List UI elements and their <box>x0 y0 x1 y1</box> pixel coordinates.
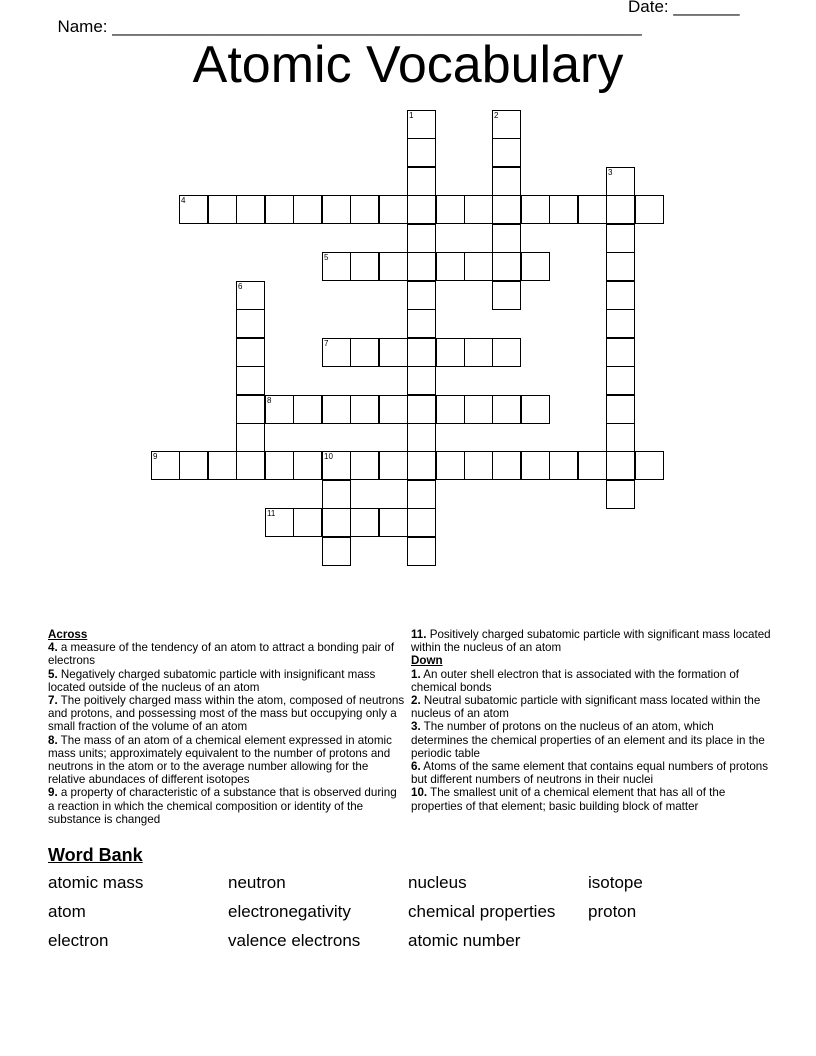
cell-number: 7 <box>324 339 329 348</box>
clue-number: 4. <box>48 641 58 655</box>
crossword-cell[interactable] <box>265 395 294 424</box>
crossword-cell[interactable] <box>379 395 408 424</box>
crossword-cell[interactable] <box>436 451 465 480</box>
crossword-cell[interactable] <box>236 338 265 367</box>
crossword-cell[interactable] <box>606 281 635 310</box>
crossword-cell[interactable] <box>492 281 521 310</box>
cell-number: 1 <box>409 111 414 120</box>
clue-across <box>48 668 406 694</box>
crossword-cell[interactable] <box>322 480 351 509</box>
clues-column-left <box>48 628 406 826</box>
crossword-cell[interactable] <box>436 252 465 281</box>
word-bank-item: atomic number <box>408 931 521 950</box>
cell-number: 4 <box>181 196 186 205</box>
crossword-cell[interactable] <box>521 451 550 480</box>
crossword-cell[interactable] <box>407 252 436 281</box>
crossword-cell[interactable] <box>322 508 351 537</box>
cell-number: 2 <box>494 111 499 120</box>
crossword-cell[interactable] <box>549 195 578 224</box>
word-bank-title: Word Bank <box>48 845 143 865</box>
clue-across <box>48 734 406 787</box>
crossword-cell[interactable] <box>350 451 379 480</box>
clue-across <box>48 641 406 667</box>
crossword-cell[interactable] <box>407 195 436 224</box>
clue-number: 2. <box>411 694 421 708</box>
crossword-cell[interactable] <box>179 451 208 480</box>
crossword-cell[interactable] <box>293 451 322 480</box>
crossword-cell[interactable] <box>379 252 408 281</box>
clue-down <box>411 694 771 720</box>
crossword-cell[interactable] <box>407 480 436 509</box>
crossword-cell[interactable] <box>293 195 322 224</box>
crossword-cell[interactable] <box>407 309 436 338</box>
clue-down <box>411 786 771 812</box>
crossword-cell[interactable] <box>492 338 521 367</box>
crossword-cell[interactable] <box>379 508 408 537</box>
crossword-cell[interactable] <box>236 195 265 224</box>
across-clue-list-continued <box>411 628 771 654</box>
crossword-cell[interactable] <box>606 395 635 424</box>
crossword-cell[interactable] <box>436 338 465 367</box>
crossword-cell[interactable] <box>464 338 493 367</box>
crossword-cell[interactable] <box>379 451 408 480</box>
crossword-cell[interactable] <box>492 224 521 253</box>
name-field-label: Name: ________________________________________________________ <box>57 17 642 36</box>
crossword-cell[interactable] <box>208 451 237 480</box>
crossword-cell[interactable] <box>436 195 465 224</box>
word-bank-item: electron <box>48 931 109 950</box>
clue-text: Negatively charged subatomic particle with insignificant mass located outside of the nucleus of an atom <box>48 667 376 694</box>
crossword-cell[interactable] <box>236 366 265 395</box>
clue-number: 5. <box>48 667 58 681</box>
crossword-cell[interactable] <box>606 423 635 452</box>
clue-text: a measure of the tendency of an atom to attract a bonding pair of electrons <box>48 641 395 668</box>
clue-down <box>411 720 771 760</box>
cell-number: 9 <box>153 452 158 461</box>
crossword-cell[interactable] <box>265 451 294 480</box>
crossword-cell[interactable] <box>492 110 521 139</box>
crossword-cell[interactable] <box>407 451 436 480</box>
clue-text: An outer shell electron that is associated with the formation of chemical bonds <box>411 667 740 694</box>
clue-text: The mass of an atom of a chemical element expressed in atomic mass units; approximately equivalent to the number of protons and neutrons in the atom or to the average number allowing for the relative abundaces of different isotopes <box>48 733 392 787</box>
clues-column-right <box>411 628 771 813</box>
crossword-cell[interactable] <box>407 224 436 253</box>
crossword-cell[interactable] <box>322 537 351 566</box>
down-clue-list <box>411 668 771 813</box>
page-title: Atomic Vocabulary <box>192 36 624 94</box>
across-clue-list <box>48 641 406 826</box>
crossword-cell[interactable] <box>350 252 379 281</box>
word-bank-item: valence electrons <box>228 931 361 950</box>
clue-text: Atoms of the same element that contains equal numbers of protons but different numbers of neutrons in their nuclei <box>411 760 769 787</box>
down-heading: Down <box>411 654 443 668</box>
crossword-cell[interactable] <box>407 338 436 367</box>
clue-across <box>411 628 771 654</box>
crossword-cell[interactable] <box>492 252 521 281</box>
crossword-cell[interactable] <box>606 480 635 509</box>
crossword-cell[interactable] <box>492 167 521 196</box>
crossword-cell[interactable] <box>606 451 635 480</box>
crossword-cell[interactable] <box>151 451 180 480</box>
word-bank-item: nucleus <box>408 873 467 892</box>
crossword-cell[interactable] <box>606 167 635 196</box>
clue-text: The smallest unit of a chemical element that has all of the properties of that element; basic building block of matter <box>411 786 726 813</box>
crossword-cell[interactable] <box>606 252 635 281</box>
word-bank <box>48 873 768 960</box>
crossword-cell[interactable] <box>236 395 265 424</box>
cell-number: 8 <box>267 396 272 405</box>
crossword-cell[interactable] <box>606 366 635 395</box>
crossword-cell[interactable] <box>293 395 322 424</box>
word-bank-item: isotope <box>588 873 643 892</box>
word-bank-item: neutron <box>228 873 286 892</box>
crossword-cell[interactable] <box>293 508 322 537</box>
crossword-cell[interactable] <box>606 338 635 367</box>
clue-number: 10. <box>411 786 428 800</box>
crossword-cell[interactable] <box>236 281 265 310</box>
clue-number: 8. <box>48 733 58 747</box>
word-bank-item: electronegativity <box>228 902 351 921</box>
date-field-label: Date: _______ <box>628 0 740 16</box>
cell-number: 6 <box>238 282 243 291</box>
crossword-cell[interactable] <box>322 338 351 367</box>
clue-text: The number of protons on the nucleus of an atom, which determines the chemical properties of an element and its place in the periodic table <box>411 720 765 760</box>
crossword-cell[interactable] <box>606 309 635 338</box>
clue-text: a property of characteristic of a substance that is observed during a reaction in which the chemical composition or identity of the substance is changed <box>48 786 397 826</box>
crossword-cell[interactable] <box>407 366 436 395</box>
crossword-cell[interactable] <box>322 252 351 281</box>
clue-down <box>411 668 771 694</box>
crossword-cell[interactable] <box>407 537 436 566</box>
crossword-cell[interactable] <box>578 451 607 480</box>
clue-across <box>48 786 406 826</box>
crossword-cell[interactable] <box>464 252 493 281</box>
crossword-cell[interactable] <box>635 195 664 224</box>
across-heading: Across <box>48 628 88 641</box>
crossword-cell[interactable] <box>492 451 521 480</box>
clue-text: Neutral subatomic particle with significant mass located within the nucleus of an atom <box>411 694 761 721</box>
crossword-cell[interactable] <box>492 138 521 167</box>
crossword-cell[interactable] <box>208 195 237 224</box>
crossword-cell[interactable] <box>521 195 550 224</box>
crossword-cell[interactable] <box>379 338 408 367</box>
crossword-cell[interactable] <box>265 508 294 537</box>
crossword-cell[interactable] <box>236 309 265 338</box>
crossword-cell[interactable] <box>322 195 351 224</box>
crossword-cell[interactable] <box>236 423 265 452</box>
crossword-cell[interactable] <box>606 224 635 253</box>
cell-number: 11 <box>267 509 276 518</box>
clue-number: 6. <box>411 760 421 774</box>
crossword-cell[interactable] <box>322 395 351 424</box>
crossword-cell[interactable] <box>606 195 635 224</box>
crossword-cell[interactable] <box>407 423 436 452</box>
clue-number: 1. <box>411 667 421 681</box>
clue-number: 9. <box>48 786 58 800</box>
clue-across <box>48 694 406 734</box>
word-bank-item: atom <box>48 902 86 921</box>
clue-text: Positively charged subatomic particle with significant mass located within the nucleus of an atom <box>411 628 771 655</box>
cell-number: 3 <box>608 168 613 177</box>
word-bank-item: chemical properties <box>408 902 556 921</box>
crossword-cell[interactable] <box>464 451 493 480</box>
crossword-cell[interactable] <box>322 451 351 480</box>
crossword-cell[interactable] <box>407 138 436 167</box>
word-bank-item: proton <box>588 902 637 921</box>
crossword-cell[interactable] <box>436 395 465 424</box>
clue-number: 7. <box>48 694 58 708</box>
crossword-cell[interactable] <box>350 338 379 367</box>
crossword-cell[interactable] <box>350 508 379 537</box>
crossword-cell[interactable] <box>492 395 521 424</box>
crossword-cell[interactable] <box>265 195 294 224</box>
cell-number: 5 <box>324 253 329 262</box>
crossword-cell[interactable] <box>492 195 521 224</box>
clue-number: 11. <box>411 628 427 641</box>
cell-number: 10 <box>324 452 333 461</box>
crossword-cell[interactable] <box>350 195 379 224</box>
crossword-cell[interactable] <box>578 195 607 224</box>
clue-text: The poitively charged mass within the atom, composed of neutrons and protons, and possessing most of the mass but occupying only a small fraction of the volume of an atom <box>48 694 405 734</box>
crossword-cell[interactable] <box>179 195 208 224</box>
word-bank-item: atomic mass <box>48 873 144 892</box>
crossword-cell[interactable] <box>407 110 436 139</box>
crossword-cell[interactable] <box>236 451 265 480</box>
crossword-cell[interactable] <box>407 281 436 310</box>
crossword-cell[interactable] <box>464 195 493 224</box>
crossword-cell[interactable] <box>521 395 550 424</box>
crossword-cell[interactable] <box>379 195 408 224</box>
crossword-cell[interactable] <box>350 395 379 424</box>
clue-number: 3. <box>411 720 421 734</box>
crossword-cell[interactable] <box>521 252 550 281</box>
crossword-cell[interactable] <box>635 451 664 480</box>
crossword-cell[interactable] <box>464 395 493 424</box>
crossword-cell[interactable] <box>407 395 436 424</box>
crossword-cell[interactable] <box>407 167 436 196</box>
crossword-cell[interactable] <box>407 508 436 537</box>
crossword-cell[interactable] <box>549 451 578 480</box>
clue-down <box>411 760 771 786</box>
